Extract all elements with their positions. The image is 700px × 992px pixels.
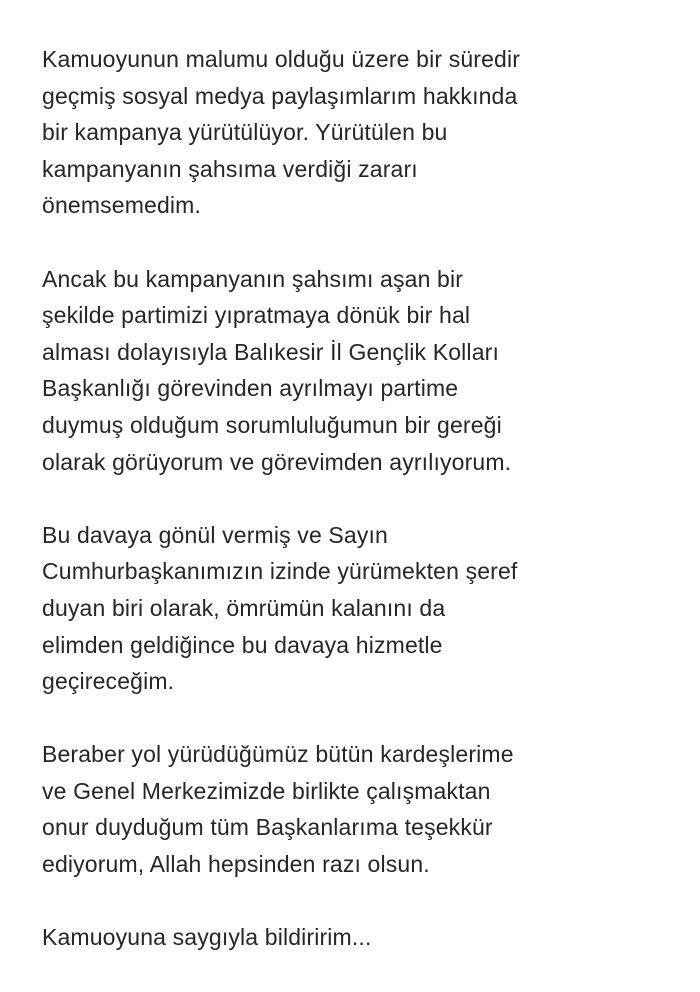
text-line: elimden geldiğince bu davaya hizmetle: [42, 631, 443, 658]
text-line: Ancak bu kampanyanın şahsımı aşan bir: [42, 265, 464, 292]
text-line: Kamuoyunun malumu olduğu üzere bir süredir: [42, 46, 521, 72]
paragraph-2: [42, 261, 682, 481]
text-line: Beraber yol yürüdüğümüz bütün kardeşlerime: [42, 741, 514, 768]
text-line: geçmiş sosyal medya paylaşımlarım hakkında: [42, 82, 518, 109]
text-line: onur duyduğum tüm Başkanlarıma teşekkür: [42, 814, 493, 841]
text-line: duyan biri olarak, ömrümün kalanını da: [42, 594, 446, 621]
text-line: kampanyanın şahsıma verdiği zararı: [42, 155, 418, 182]
paragraph-4: [42, 736, 682, 882]
statement-document: [42, 41, 682, 992]
closing-line: [42, 919, 682, 956]
text-line: olarak görüyorum ve görevimden ayrılıyorum.: [42, 448, 512, 475]
paragraph-1: [42, 41, 682, 224]
text-line: Bu davaya gönül vermiş ve Sayın: [42, 521, 388, 548]
text-line: duymuş olduğum sorumluluğumun bir gereği: [42, 411, 502, 438]
text-line: Kamuoyuna saygıyla bildiririm...: [42, 924, 372, 951]
paragraph-3: [42, 517, 682, 700]
text-line: alması dolayısıyla Balıkesir İl Gençlik Kolları: [42, 338, 499, 365]
text-line: şekilde partimizi yıpratmaya dönük bir hal: [42, 302, 471, 329]
text-line: Başkanlığı görevinden ayrılmayı partime: [42, 375, 459, 402]
text-line: ve Genel Merkezimizde birlikte çalışmaktan: [42, 777, 491, 804]
text-line: Cumhurbaşkanımızın izinde yürümekten şeref: [42, 558, 518, 585]
text-line: ediyorum, Allah hepsinden razı olsun.: [42, 851, 430, 878]
text-line: geçireceğim.: [42, 668, 175, 695]
text-line: önemsemedim.: [42, 192, 202, 219]
text-line: bir kampanya yürütülüyor. Yürütülen bu: [42, 119, 448, 146]
